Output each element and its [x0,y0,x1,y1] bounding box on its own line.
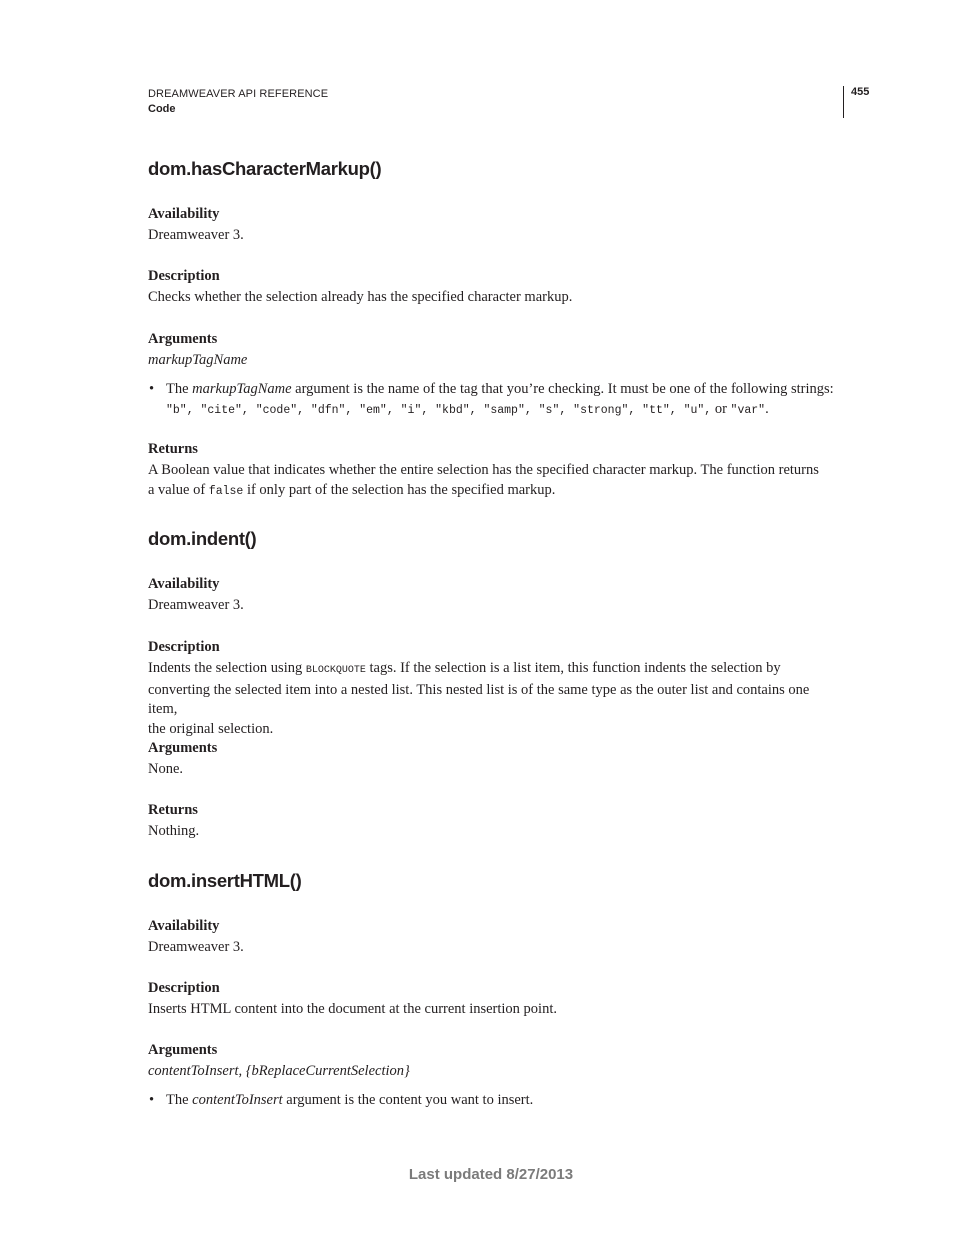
page-number: 455 [851,86,870,98]
section-title-hascharactermarkup: dom.hasCharacterMarkup() [148,158,382,179]
section-name: Code [148,103,176,115]
bullet-marker: • [149,1092,155,1108]
arguments-text: None. [148,761,184,777]
returns-heading: Returns [148,441,198,457]
availability-text: Dreamweaver 3. [148,939,244,955]
availability-heading: Availability [148,918,220,934]
availability-heading: Availability [148,576,220,592]
arguments-text: markupTagName [148,352,248,368]
running-header [148,87,328,117]
arguments-heading: Arguments [148,1042,218,1058]
description-heading: Description [148,639,220,655]
description-text: Checks whether the selection already has the specified character markup. [148,289,573,305]
description-text: Inserts HTML content into the document at the current insertion point. [148,1001,557,1017]
returns-text: Nothing. [148,823,200,839]
allowed-values: "b", "cite", "code", "dfn", "em", "i", "kbd", "samp", "s", "strong", "tt", "u", [166,403,712,417]
bullet-text: The markupTagName argument is the name of the tag that you’re checking. It must be one of the following strings: "b", "cite", "code", "dfn", "em", "i", "kbd", "samp", "s", "strong", "tt", "u", or "var". [166,381,834,417]
code-false: false [208,484,244,498]
argument-name: contentToInsert [192,1092,283,1108]
header-divider [843,86,844,118]
availability-text: Dreamweaver 3. [148,227,244,243]
section-title-inserthtml: dom.insertHTML() [148,870,302,891]
returns-text: A Boolean value that indicates whether the entire selection has the specified character markup. The function returns a value of false if only part of the selection has the specified markup. [148,462,819,498]
last-updated-footer: Last updated 8/27/2013 [408,1166,574,1183]
arguments-heading: Arguments [148,740,218,756]
bullet-marker: • [149,381,155,397]
section-title-indent: dom.indent() [148,528,257,549]
bullet-text: The contentToInsert argument is the content you want to insert. [166,1092,534,1108]
book-title: DREAMWEAVER API REFERENCE [148,88,329,100]
description-heading: Description [148,980,220,996]
description-text: Indents the selection using BLOCKQUOTE tags. If the selection is a list item, this function indents the selection by converting the selected item into a nested list. This nested list is of the same type as the outer list and contains one item, the original selection. [148,660,810,737]
arguments-heading: Arguments [148,331,218,347]
code-blockquote: BLOCKQUOTE [305,665,366,676]
availability-text: Dreamweaver 3. [148,597,244,613]
argument-name: markupTagName [192,381,292,397]
arguments-text: contentToInsert, {bReplaceCurrentSelection} [148,1063,410,1079]
returns-heading: Returns [148,802,198,818]
availability-heading: Availability [148,206,220,222]
description-heading: Description [148,268,220,284]
